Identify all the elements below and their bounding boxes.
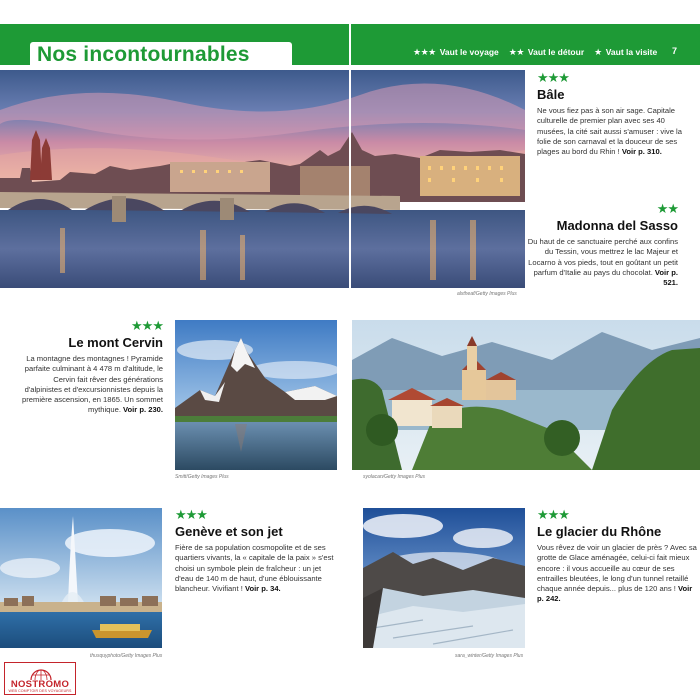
- page-split-line: [349, 70, 351, 288]
- legend-three-stars-icon: ★★★: [413, 46, 436, 57]
- geneve-page-ref: Voir p. 34.: [244, 584, 281, 594]
- entry-glacier-du-rhone: [537, 508, 697, 605]
- rhone-glacier-photo: [363, 508, 525, 648]
- globe-icon: [29, 664, 53, 680]
- cervin-photo-credit: Smitt/Getty Images Plus: [175, 474, 229, 480]
- rhone-description: Vous rêvez de voir un glacier de près ? Avec sa grotte de Glace aménagée, celui-ci fait mieux encore : il vous accueille au cœur de ses entrailles bleutées, le long d'un tunnel retaillé chaque année depuis... plus de 120 ans ! Voir p. 242.: [537, 543, 697, 604]
- bale-three-stars-icon: ★★★: [537, 70, 569, 85]
- logo-tagline: WEB COMPTOIR DES VOYAGEURS: [8, 689, 72, 693]
- bale-title: Bâle: [537, 87, 565, 102]
- legend-label-visite: Vaut la visite: [605, 47, 658, 57]
- basel-photo-credit: alxtheaf/Getty Images Plus: [457, 291, 517, 297]
- rating-legend: [413, 45, 667, 59]
- basel-panorama-photo: [0, 70, 525, 288]
- nostromo-logo: [4, 662, 76, 695]
- bale-description: Ne vous fiez pas à son air sage. Capitale culturelle de premier plan avec ses 40 musées, la cité sait aussi s'amuser : vive la folie de son carnaval et la douceur de ses plages au bord du Rhin ! Voir p. 310.: [537, 106, 682, 157]
- bale-page-ref: Voir p. 310.: [621, 147, 662, 157]
- rhone-page-ref: Voir p. 242.: [537, 584, 693, 604]
- page-gutter: [349, 24, 351, 65]
- entry-mont-cervin: [17, 319, 163, 416]
- legend-label-detour: Vaut le détour: [527, 47, 585, 57]
- legend-label-voyage: Vaut le voyage: [439, 47, 499, 57]
- geneve-description: Fière de sa population cosmopolite et de ses quartiers vivants, la « capitale de la paix » s'est choisi un symbole plein de fraîcheur : un jet d'eau de 140 m de haut, d'une éblouissante blancheur. Vivifiant ! Voir p. 34.: [175, 543, 334, 594]
- sasso-page-ref: Voir p. 521.: [654, 267, 678, 288]
- rhone-photo-credit: sara_winter/Getty Images Plus: [455, 653, 524, 659]
- logo-brand: NOSTROMO: [10, 679, 70, 690]
- geneve-title: Genève et son jet: [175, 524, 283, 539]
- rhone-title: Le glacier du Rhône: [537, 524, 662, 539]
- entry-bale: [537, 71, 683, 157]
- entry-geneve: [175, 508, 335, 594]
- sasso-title: Madonna del Sasso: [556, 218, 678, 233]
- sasso-two-stars-icon: ★★: [656, 201, 678, 216]
- cervin-page-ref: Voir p. 230.: [123, 405, 163, 415]
- cervin-description: La montagne des montagnes ! Pyramide parfaite culminant à 4 478 m d'altitude, le Cervin fait rêver des générations d'alpinistes et d'excursionnistes depuis la première ascension, en 1865. Un sommet mythique. Voir p. 230.: [22, 354, 163, 415]
- geneve-three-stars-icon: ★★★: [175, 507, 207, 522]
- geneve-photo-credit: thusquyphoto/Getty Images Plus: [90, 653, 163, 659]
- cervin-title: Le mont Cervin: [68, 335, 163, 350]
- legend-two-stars-icon: ★★: [508, 46, 524, 57]
- sasso-photo-credit: syolacan/Getty Images Plus: [363, 474, 425, 480]
- page-title: Nos incontournables: [37, 43, 250, 66]
- sasso-description: Du haut de ce sanctuaire perché aux confins du Tessin, vous mettrez le lac Majeur et Locarno à vos pieds, tout en goûtant un petit parfum d'Italie au pays du chocolat. Voir p. 521.: [527, 237, 678, 288]
- matterhorn-photo: [175, 320, 337, 470]
- page-number: 7: [672, 46, 678, 56]
- geneva-jet-photo: [0, 508, 162, 648]
- legend-one-star-icon: ★: [594, 46, 602, 57]
- madonna-del-sasso-photo: [352, 320, 700, 470]
- entry-madonna-del-sasso: [518, 202, 678, 288]
- cervin-three-stars-icon: ★★★: [131, 318, 163, 333]
- rhone-three-stars-icon: ★★★: [537, 507, 569, 522]
